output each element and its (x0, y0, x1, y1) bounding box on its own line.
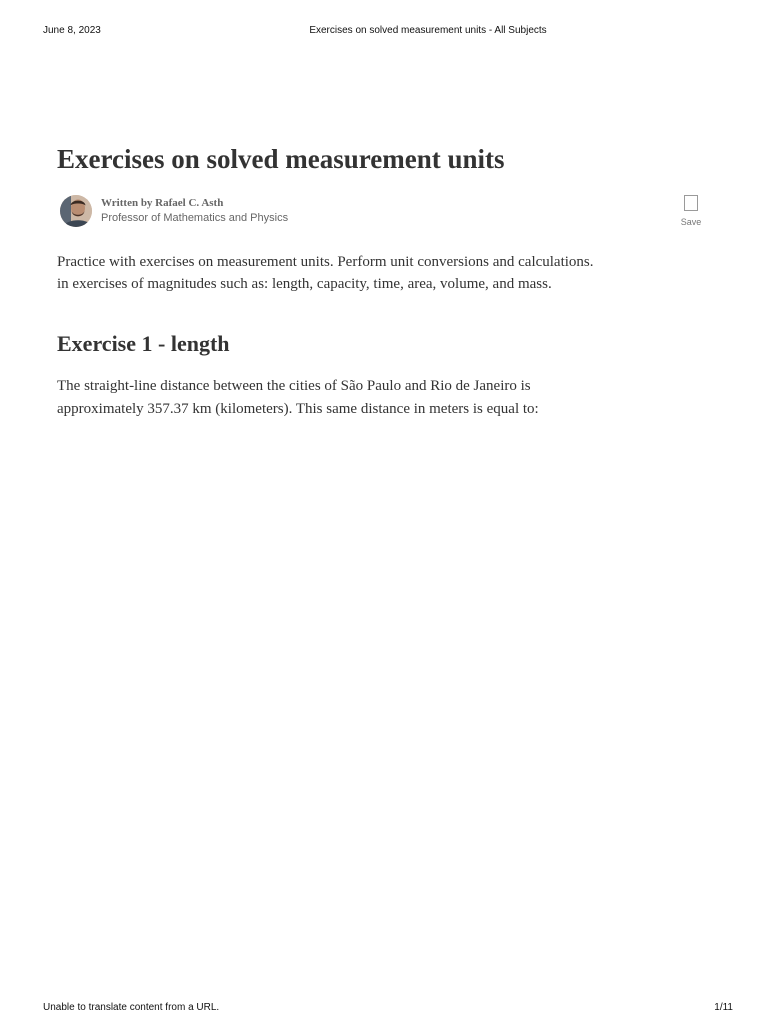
print-footer-note: Unable to translate content from a URL. (43, 1002, 220, 1013)
article-intro (57, 251, 627, 295)
print-date: June 8, 2023 (43, 25, 101, 36)
author-role: Professor of Mathematics and Physics (101, 212, 289, 224)
intro-line: Practice with exercises on measurement units. Perform unit conversions and calculations. (57, 254, 594, 270)
print-footer (43, 1002, 733, 1016)
page-indicator: 1/11 (714, 1002, 733, 1013)
print-document-title: Exercises on solved measurement units - All Subjects (309, 25, 547, 36)
exercise-question-line: The straight-line distance between the cities of São Paulo and Rio de Janeiro is (57, 378, 531, 394)
intro-line: in exercises of magnitudes such as: length, capacity, time, area, volume, and mass. (57, 276, 552, 292)
author-byline (57, 195, 717, 235)
save-button[interactable] (677, 195, 705, 227)
article (57, 141, 717, 421)
author-avatar (60, 195, 92, 227)
author-photo-icon (60, 195, 92, 227)
exercise-heading: Exercise 1 - length (57, 331, 230, 356)
exercise-question-line: approximately 357.37 km (kilometers). This same distance in meters is equal to: (57, 401, 539, 417)
save-checkbox-icon[interactable] (684, 195, 698, 211)
author-name: Written by Rafael C. Asth (101, 197, 224, 209)
article-title: Exercises on solved measurement units (57, 144, 505, 174)
print-header (43, 25, 733, 39)
save-label: Save (680, 217, 702, 227)
exercise-question (57, 375, 617, 421)
